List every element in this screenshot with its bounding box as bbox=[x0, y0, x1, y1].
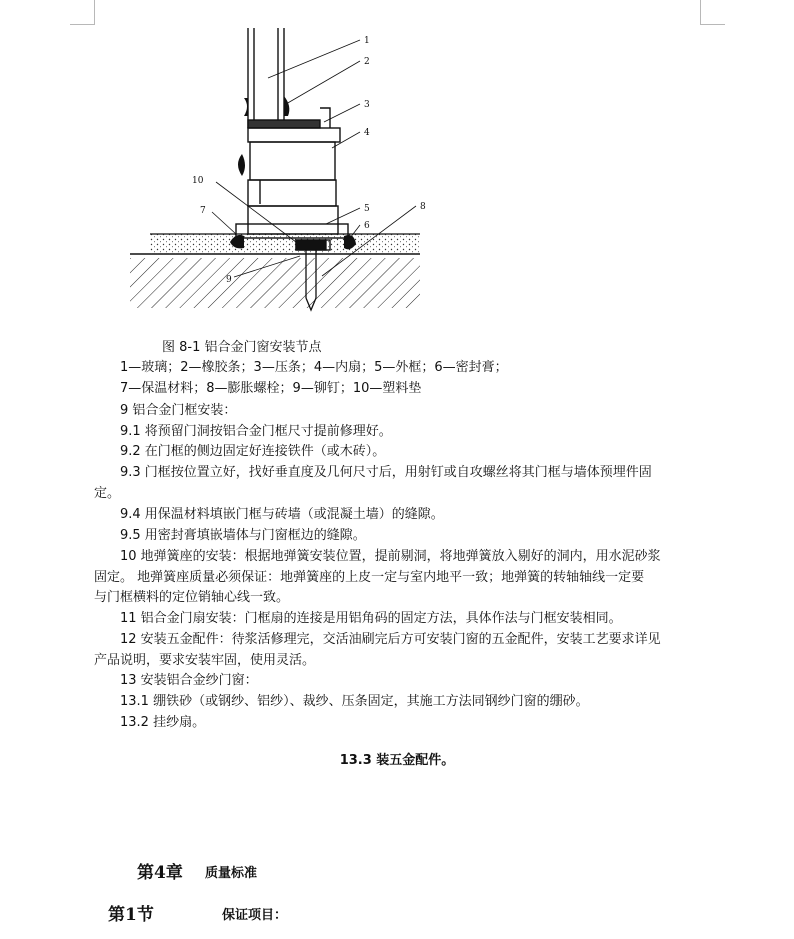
callout-4: 4 bbox=[364, 128, 370, 138]
callout-10: 10 bbox=[192, 176, 204, 186]
callout-9: 9 bbox=[226, 275, 232, 285]
page-corner-mark-top-left bbox=[70, 0, 95, 25]
section-number: 第1节 bbox=[108, 905, 154, 925]
paragraph-11: 11 铝合金门扇安装：门框扇的连接是用铝角码的固定方法，具体作法与门框安装相同。 bbox=[120, 611, 622, 626]
paragraph-9-3-line-1: 9.3 门框按位置立好，找好垂直度及几何尺寸后，用射钉或自攻螺丝将其门框与墙体预埋件固 bbox=[120, 465, 652, 480]
paragraph-13-2: 13.2 挂纱扇。 bbox=[120, 715, 206, 730]
paragraph-9-2: 9.2 在门框的侧边固定好连接铁件（或木砖）。 bbox=[120, 444, 386, 459]
floor-structure bbox=[130, 234, 420, 308]
figure-legend-line-2: 7—保温材料；8—膨胀螺栓；9—铆钉；10—塑料垫 bbox=[120, 381, 422, 396]
callout-2: 2 bbox=[364, 57, 370, 67]
paragraph-9-3-line-2: 定。 bbox=[94, 486, 121, 501]
paragraph-9-4: 9.4 用保温材料填嵌门框与砖墙（或混凝土墙）的缝隙。 bbox=[120, 507, 444, 522]
callout-8: 8 bbox=[420, 202, 426, 212]
paragraph-9-1: 9.1 将预留门洞按铝合金门框尺寸提前修理好。 bbox=[120, 424, 392, 439]
paragraph-12-line-1: 12 安装五金配件：待浆活修理完，交活油刷完后方可安装门窗的五金配件，安装工艺要求详见 bbox=[120, 632, 661, 647]
section-13-3-heading: 13.3 装五金配件。 bbox=[339, 753, 455, 768]
callout-1: 1 bbox=[364, 36, 370, 46]
paragraph-10-line-2: 固定。 地弹簧座质量必须保证：地弹簧座的上皮一定与室内地平一致；地弹簧的转轴轴线一定要 bbox=[94, 570, 645, 585]
aluminum-door-installation-diagram bbox=[120, 28, 440, 318]
paragraph-13-1: 13.1 绷铁砂（或钢纱、铝纱）、裁纱、压条固定，其施工方法同钢纱门窗的绷砂。 bbox=[120, 694, 589, 709]
section-title: 保证项目： bbox=[222, 908, 288, 923]
paragraph-10-line-1: 10 地弹簧座的安装：根据地弹簧安装位置，提前剔洞，将地弹簧放入剔好的洞内，用水泥砂浆 bbox=[120, 549, 661, 564]
callout-3: 3 bbox=[364, 100, 370, 110]
callout-5: 5 bbox=[364, 204, 370, 214]
paragraph-10-line-3: 与门框横料的定位销轴心线一致。 bbox=[94, 590, 290, 605]
page-corner-mark-top-right bbox=[700, 0, 725, 25]
callout-7: 7 bbox=[200, 206, 206, 216]
paragraph-13: 13 安装铝合金纱门窗： bbox=[120, 673, 258, 688]
chapter-title: 质量标准 bbox=[205, 866, 258, 881]
figure-legend-line-1: 1—玻璃；2—橡胶条；3—压条；4—内扇；5—外框；6—密封膏； bbox=[120, 360, 508, 375]
rubber-strips bbox=[238, 96, 289, 176]
paragraph-9-5: 9.5 用密封膏填嵌墙体与门窗框边的缝隙。 bbox=[120, 528, 366, 543]
glass-and-sash-section bbox=[248, 28, 340, 206]
callout-6: 6 bbox=[364, 221, 370, 231]
chapter-number: 第4章 bbox=[137, 863, 183, 883]
figure-caption: 图 8-1 铝合金门窗安装节点 bbox=[162, 340, 322, 355]
paragraph-12-line-2: 产品说明，要求安装牢固，使用灵活。 bbox=[94, 653, 316, 668]
paragraph-9: 9 铝合金门框安装： bbox=[120, 403, 237, 418]
